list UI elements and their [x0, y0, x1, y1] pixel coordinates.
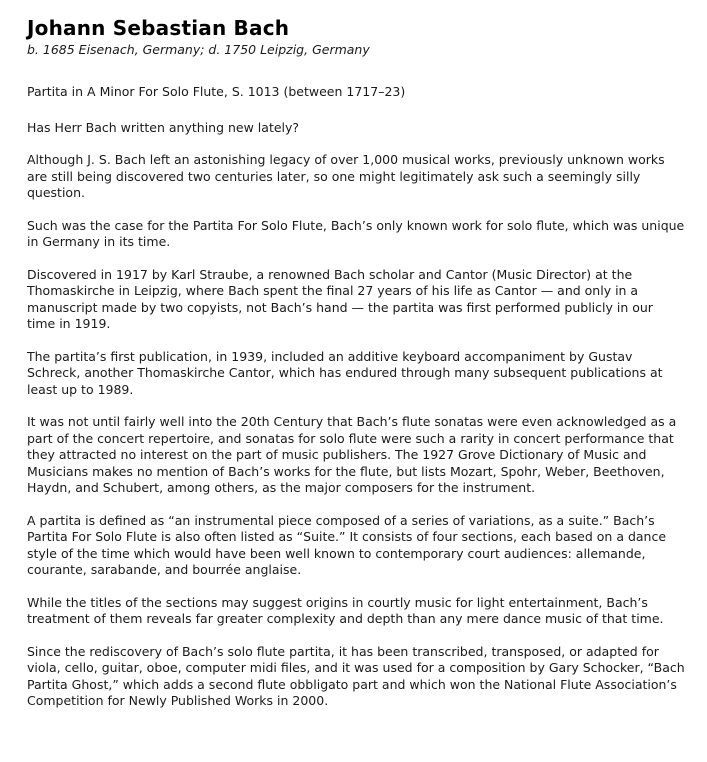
paragraph-legacy: Although J. S. Bach left an astonishing legacy of over 1,000 musical works, previously unknown works are still being discovered two centuries later, so one might legitimately ask such a seemingly silly question.	[27, 152, 665, 200]
paragraph-complexity-and-depth: While the titles of the sections may suggest origins in courtly music for light entertainment, Bach’s treatment of them reveals far greater complexity and depth than any mere dance music of that time.	[27, 594, 664, 626]
page-title: Johann Sebastian Bach	[27, 16, 290, 40]
paragraph-transcriptions-schocker: Since the rediscovery of Bach’s solo flute partita, it has been transcribed, transposed, or adapted for viola, cello, guitar, oboe, computer midi files, and it was used for a composition by Gary Schocker, “Bach Partita Ghost,” which adds a second flute obbligato part and which won the National Flute Association’s Competition for Newly Published Works in 2000.	[27, 643, 685, 708]
paragraph-only-solo-flute-work: Such was the case for the Partita For Solo Flute, Bach’s only known work for solo flute, which was unique in Germany in its time.	[27, 217, 685, 249]
paragraph-20th-century-repertoire: It was not until fairly well into the 20th Century that Bach’s flute sonatas were even acknowledged as a part of the concert repertoire, and sonatas for solo flute were such a rarity in concert performance that they attracted no interest on the part of music publishers. The 1927 Grove Dictionary of Music and Musicians makes no mention of Bach’s works for the flute, but lists Mozart, Spohr, Weber, Beethoven, Haydn, and Schubert, among others, as the major composers for the instrument.	[27, 414, 677, 495]
paragraph-first-publication-1939: The partita’s first publication, in 1939, included an additive keyboard accompaniment by Gustav Schreck, another Thomaskirche Cantor, which has endured through many subsequent publications at least up to 1989.	[27, 348, 663, 397]
opening-question: Has Herr Bach written anything new lately?	[27, 119, 300, 135]
work-heading: Partita in A Minor For Solo Flute, S. 1013 (between 1717–23)	[27, 84, 406, 99]
composer-birth-death-line: b. 1685 Eisenach, Germany; d. 1750 Leipzig, Germany	[27, 42, 370, 57]
paragraph-discovery-1917: Discovered in 1917 by Karl Straube, a renowned Bach scholar and Cantor (Music Director) at the Thomaskirche in Leipzig, where Bach spent the final 27 years of his life as Cantor — and only in a manuscript made by two copyists, not Bach’s hand — the partita was first performed publicly in our time in 1919.	[27, 266, 653, 331]
paragraph-partita-definition: A partita is defined as “an instrumental piece composed of a series of variations, as a suite.” Bach’s Partita For Solo Flute is also often listed as “Suite.” It consists of four sections, each based on a dance style of the time which would have been well known to contemporary court audiences: allemande, courante, sarabande, and bourrée anglaise.	[27, 512, 667, 577]
